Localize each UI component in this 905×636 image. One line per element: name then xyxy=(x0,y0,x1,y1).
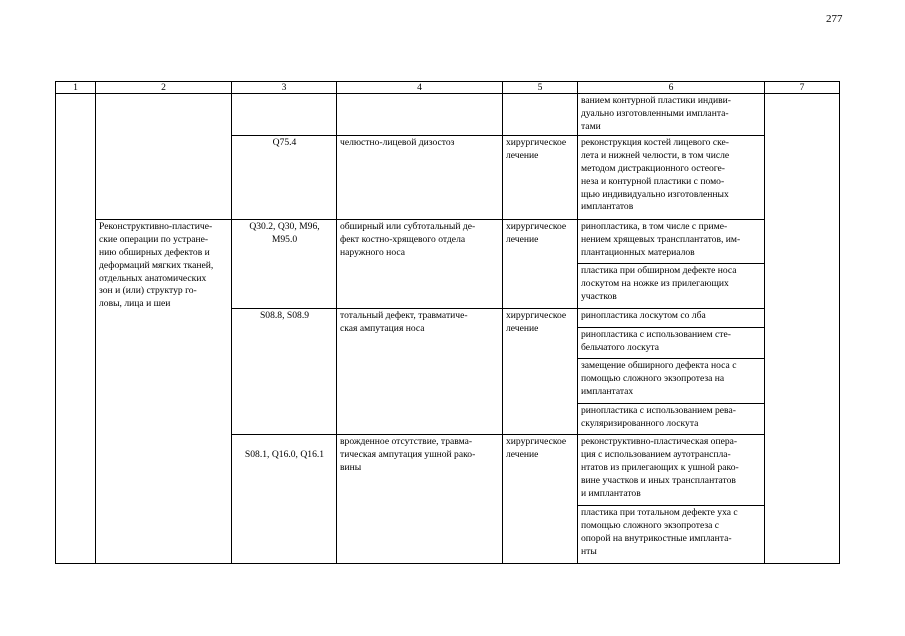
cell-treatment: ринопластика, в том числе с приме- нением хрящевых трансплантатов, им- плантационных материалов xyxy=(578,220,765,264)
column-header-5: 5 xyxy=(503,82,578,94)
cell-col2-empty xyxy=(96,94,232,220)
cell-treatment: пластика при тотальном дефекте уха с помощью сложного экзопротеза с опорой на внутрикостные импланта- нты xyxy=(578,506,765,564)
cell-treatment: замещение обширного дефекта носа с помощью сложного экзопротеза на имплантатах xyxy=(578,359,765,404)
column-header-4: 4 xyxy=(337,82,503,94)
column-header-2: 2 xyxy=(96,82,232,94)
table-row xyxy=(56,220,840,264)
cell-treatment: реконструкция костей лицевого ске- лета и нижней челюсти, в том числе методом дистракционного остеоге- неза и контурной пластики с помо- щью индивидуально изготовленных имплантатов xyxy=(578,136,765,220)
cell-col7 xyxy=(765,94,840,564)
cell-diagnosis: тотальный дефект, травматиче- ская ампутация носа xyxy=(337,309,503,435)
cell-treatment: пластика при обширном дефекте носа лоскутом на ножке из прилегающих участков xyxy=(578,264,765,309)
cell-code: Q30.2, Q30, M96, M95.0 xyxy=(232,220,337,309)
column-header-6: 6 xyxy=(578,82,765,94)
cell-treatment: ванием контурной пластики индиви- дуально изготовленными импланта- тами xyxy=(578,94,765,136)
cell-type xyxy=(503,94,578,136)
cell-type: хирургическое лечение xyxy=(503,435,578,564)
header-row xyxy=(56,82,840,94)
medical-procedures-table xyxy=(55,81,840,564)
cell-diagnosis: обширный или субтотальный де- фект костно-хрящевого отдела наружного носа xyxy=(337,220,503,309)
cell-diagnosis xyxy=(337,94,503,136)
section-name: Реконструктивно-пластиче- ские операции по устране- нию обширных дефектов и деформаций мягких тканей, отдельных анатомических зон и (или) структур го- ловы, лица и шеи xyxy=(96,220,232,564)
cell-treatment: ринопластика с использованием сте- бельчатого лоскута xyxy=(578,328,765,359)
page-number: 277 xyxy=(826,13,843,25)
cell-type: хирургическое лечение xyxy=(503,220,578,309)
table-row xyxy=(56,94,840,136)
column-header-3: 3 xyxy=(232,82,337,94)
cell-diagnosis: челюстно-лицевой дизостоз xyxy=(337,136,503,220)
column-header-7: 7 xyxy=(765,82,840,94)
cell-code: S08.8, S08.9 xyxy=(232,309,337,435)
cell-treatment: реконструктивно-пластическая опера- ция с использованием аутотранспла- нтатов из прилегающих к ушной рако- вине участков и иных трансплантатов и имплантатов xyxy=(578,435,765,506)
cell-code: Q75.4 xyxy=(232,136,337,220)
cell-treatment: ринопластика лоскутом со лба xyxy=(578,309,765,328)
cell-treatment: ринопластика с использованием рева- скуляризированного лоскута xyxy=(578,404,765,435)
cell-col1 xyxy=(56,94,96,564)
cell-diagnosis: врожденное отсутствие, травма- тическая ампутация ушной рако- вины xyxy=(337,435,503,564)
cell-code: S08.1, Q16.0, Q16.1 xyxy=(232,435,337,564)
cell-type: хирургическое лечение xyxy=(503,309,578,435)
cell-code xyxy=(232,94,337,136)
cell-type: хирургическое лечение xyxy=(503,136,578,220)
column-header-1: 1 xyxy=(56,82,96,94)
